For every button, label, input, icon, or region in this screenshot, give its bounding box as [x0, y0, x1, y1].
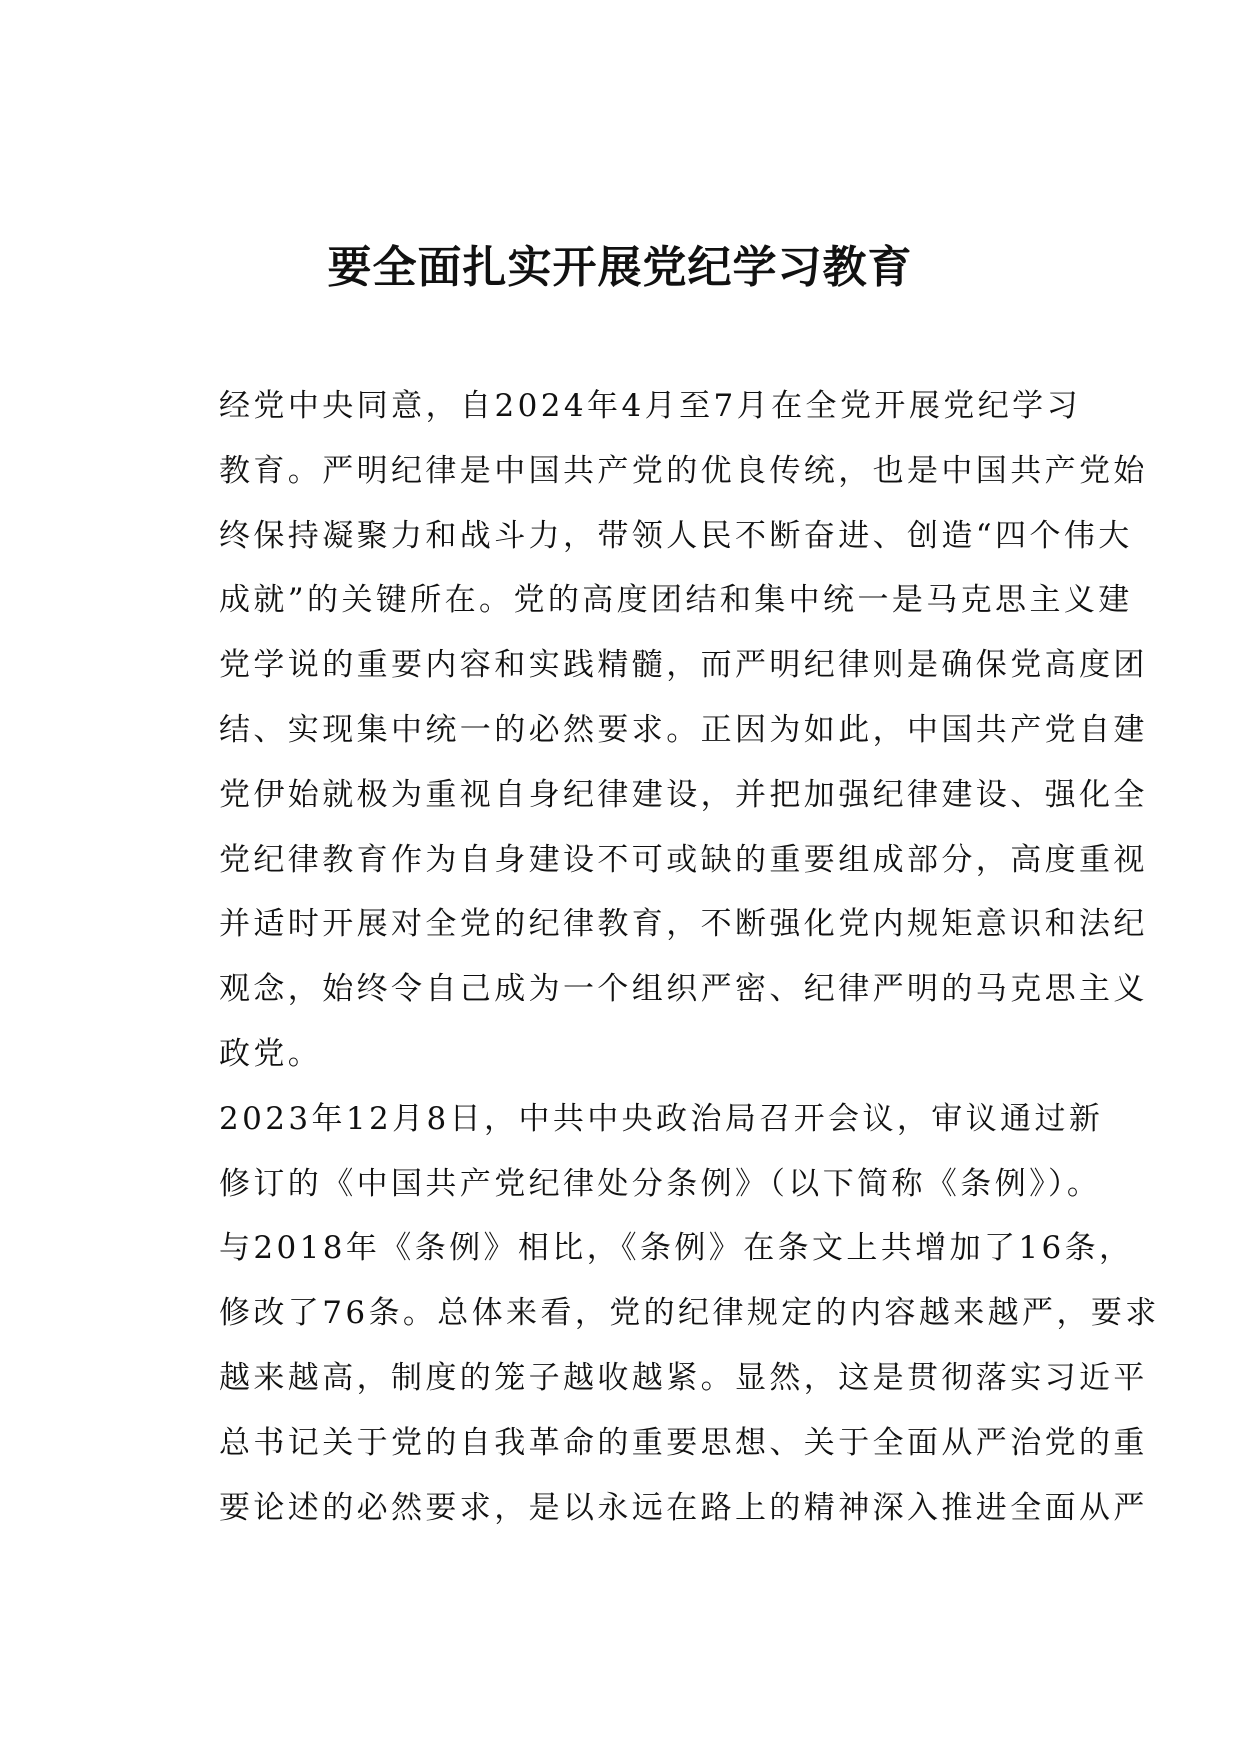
- text-line: 成就”的关键所在。党的高度团结和集中统一是马克思主义建: [219, 582, 1133, 619]
- document-body: [157, 374, 1160, 1540]
- text-line: 终保持凝聚力和战斗力，带领人民不断奋进、创造“四个伟大: [219, 517, 1133, 554]
- text-line: 教育。严明纪律是中国共产党的优良传统，也是中国共产党始: [219, 452, 1148, 489]
- text-line: 党纪律教育作为自身建设不可或缺的重要组成部分，高度重视: [219, 841, 1148, 878]
- text-line: 要论述的必然要求，是以永远在路上的精神深入推进全面从严: [219, 1489, 1148, 1526]
- text-line: 并适时开展对全党的纪律教育，不断强化党内规矩意识和法纪: [219, 906, 1148, 943]
- text-line: 观念，始终令自己成为一个组织严密、纪律严明的马克思主义: [219, 971, 1148, 1008]
- text-line: 党伊始就极为重视自身纪律建设，并把加强纪律建设、强化全: [219, 776, 1148, 813]
- text-line: 经党中央同意，自2024年4月至7月在全党开展党纪学习: [219, 388, 1081, 424]
- text-line: 政党。: [219, 1035, 323, 1072]
- paragraph-1: [157, 374, 1148, 1087]
- text-line: 与2018年《条例》相比，《条例》在条文上共增加了16条，: [219, 1230, 1134, 1267]
- text-line: 党学说的重要内容和实践精髓，而严明纪律则是确保党高度团: [219, 647, 1148, 684]
- text-line: 修改了76条。总体来看，党的纪律规定的内容越来越严，要求: [219, 1295, 1160, 1332]
- text-line: 越来越高，制度的笼子越收越紧。显然，这是贯彻落实习近平: [219, 1359, 1148, 1396]
- text-line: 修订的《中国共产党纪律处分条例》（以下简称《条例》）。: [219, 1165, 1102, 1202]
- paragraph-2: [157, 1087, 1160, 1541]
- text-line: 结、实现集中统一的必然要求。正因为如此，中国共产党自建: [219, 711, 1148, 748]
- text-line: 总书记关于党的自我革命的重要思想、关于全面从严治党的重: [219, 1424, 1148, 1461]
- document-title: 要全面扎实开展党纪学习教育: [327, 242, 913, 293]
- text-line: 2023年12月8日，中共中央政治局召开会议，审议通过新: [219, 1100, 1104, 1137]
